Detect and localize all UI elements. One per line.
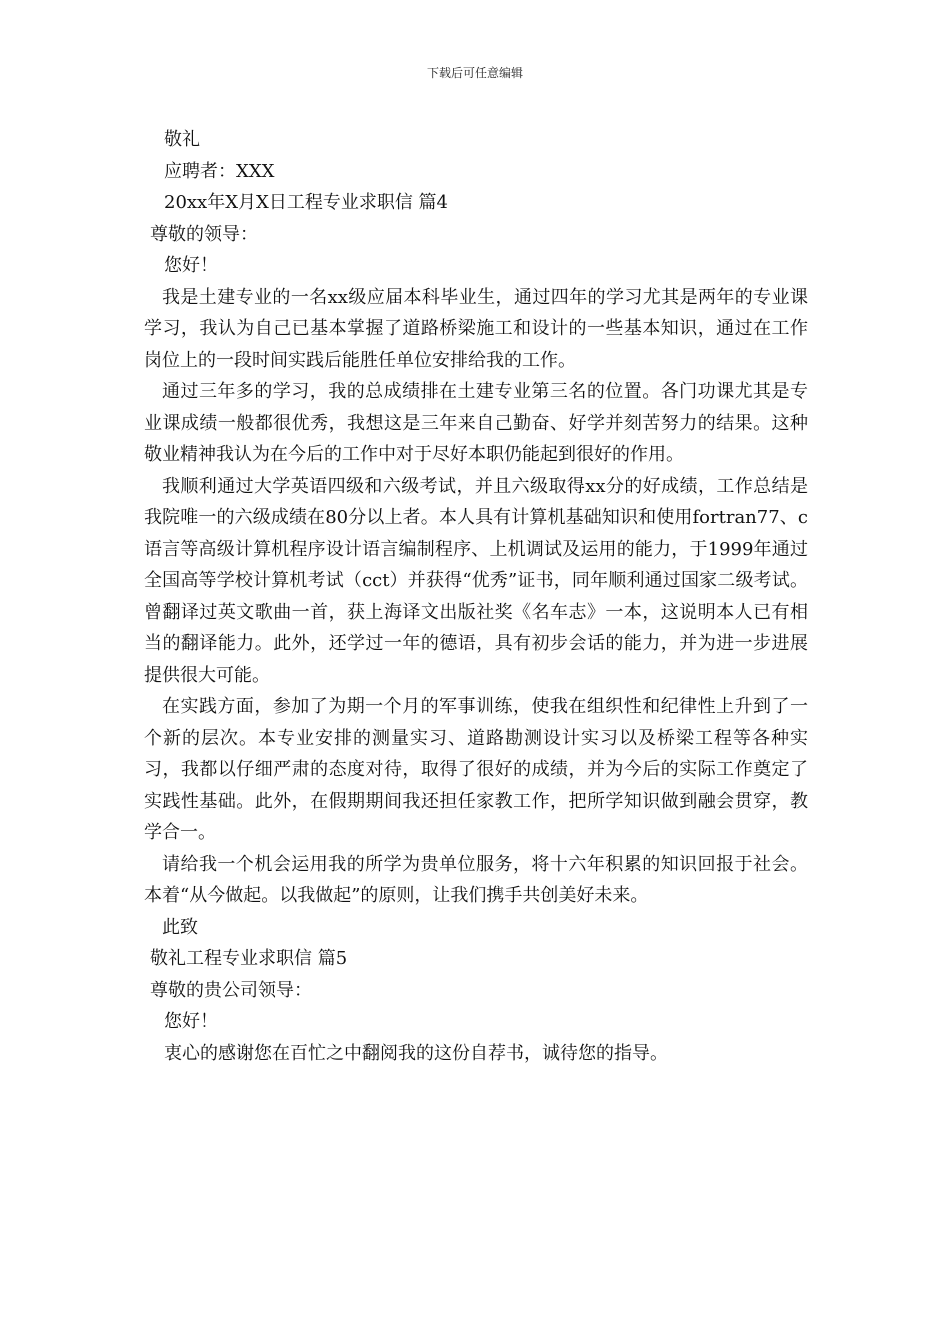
closing-cizhi: 此致 (162, 916, 198, 938)
closing-salutation: 敬礼 (164, 129, 200, 150)
paragraph-5: 请给我一个机会运用我的所学为贵单位服务，将十六年积累的知识回报于社会。本着“从今做起。以我做起”的原则，让我们携手共创美好未来。 (144, 853, 808, 906)
greeting-hello-2: 您好！ (164, 1011, 218, 1032)
greeting-hello: 您好！ (164, 255, 218, 276)
paragraph-4: 在实践方面，参加了为期一个月的军事训练，使我在组织性和纪律性上升到了一个新的层次。本专业安排的测量实习、道路勘测设计实习以及桥梁工程等各种实习，我都以仔细严肃的态度对待，取得了很好的成绩，并为今后的实际工作奠定了实践性基础。此外，在假期期间我还担任家教工作，把所学知识做到融会贯穿，教学合一。 (144, 696, 808, 843)
greeting-recipient: 尊敬的领导： (150, 223, 258, 245)
thanks-line: 衷心的感谢您在百忙之中翻阅我的这份自荐书，诚待您的指导。 (164, 1042, 668, 1064)
greeting-recipient-2: 尊敬的贵公司领导： (150, 979, 312, 1001)
section-title-4: 20xx年X月X日工程专业求职信 篇4 (164, 192, 449, 213)
letter-body (144, 124, 808, 1069)
page-header-note: 下载后可任意编辑 (426, 66, 523, 80)
section-title-5: 敬礼工程专业求职信 篇5 (150, 948, 348, 969)
applicant-line: 应聘者：XXX (164, 160, 275, 182)
paragraph-1: 我是土建专业的一名xx级应届本科毕业生，通过四年的学习尤其是两年的专业课学习，我认为自己已基本掌握了道路桥梁施工和设计的一些基本知识，通过在工作岗位上的一段时间实践后能胜任单位安排给我的工作。 (144, 286, 808, 371)
paragraph-3: 我顺利通过大学英语四级和六级考试，并且六级取得xx分的好成绩，工作总结是我院唯一的六级成绩在80分以上者。本人具有计算机基础知识和使用fortran77、c语言等高级计算机程序设计语言编制程序、上机调试及运用的能力，于1999年通过全国高等学校计算机考试（cct）并获得“优秀”证书，同年顺利通过国家二级考试。曾翻译过英文歌曲一首，获上海译文出版社奖《名车志》一本，这说明本人已有相当的翻译能力。此外，还学过一年的德语，具有初步会话的能力，并为进一步进展提供很大可能。 (144, 475, 808, 686)
paragraph-2: 通过三年多的学习，我的总成绩排在土建专业第三名的位置。各门功课尤其是专业课成绩一般都很优秀，我想这是三年来自己勤奋、好学并刻苦努力的结果。这种敬业精神我认为在今后的工作中对于尽好本职仍能起到很好的作用。 (144, 381, 808, 465)
